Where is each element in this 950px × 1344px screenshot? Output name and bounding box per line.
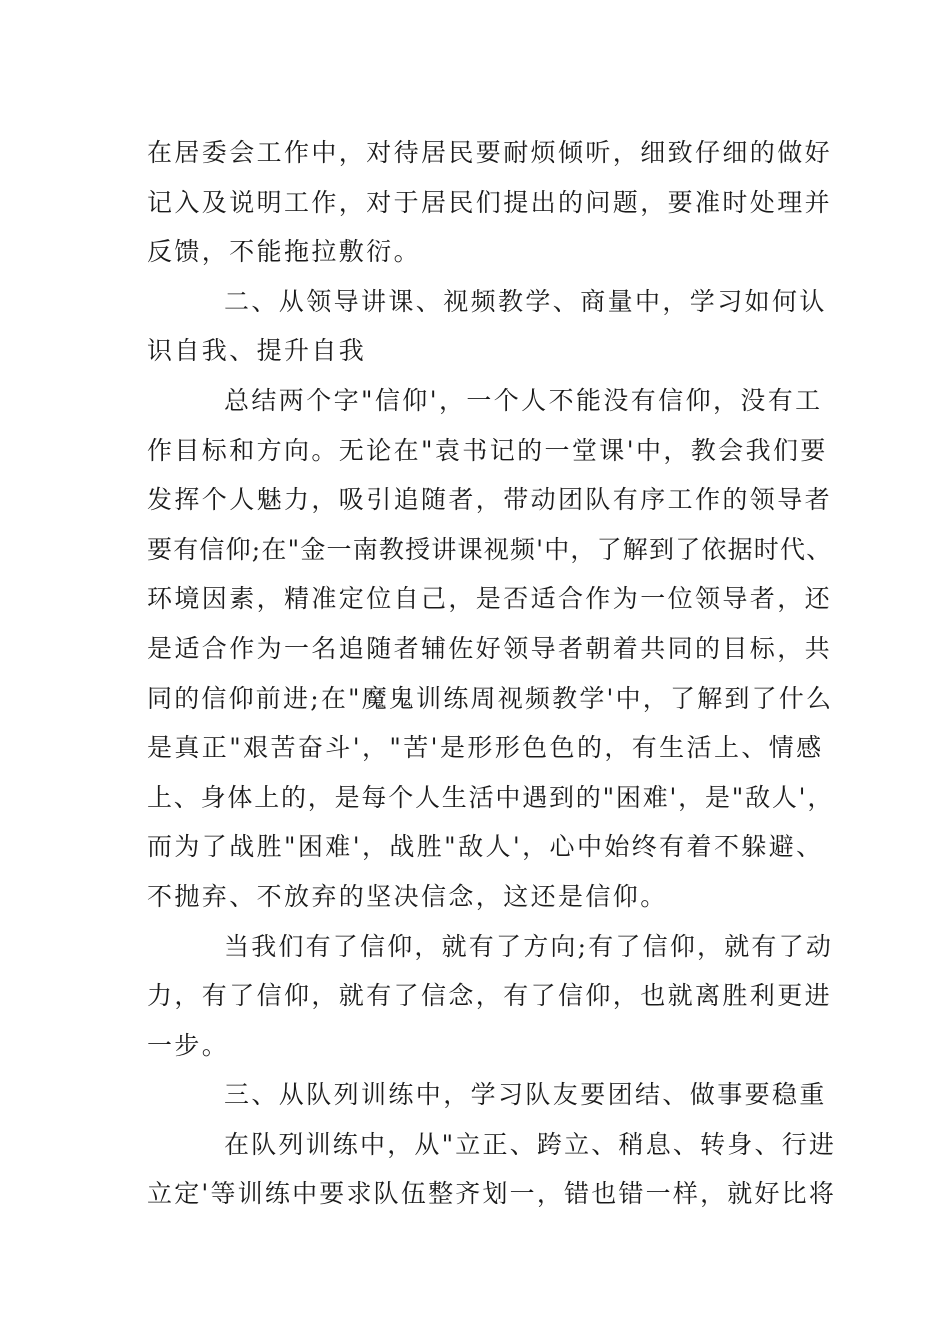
text-line: 记入及说明工作，对于居民们提出的问题，要准时处理并 — [147, 187, 833, 217]
text-line: 环境因素，精准定位自己，是否适合作为一位领导者，还 — [147, 584, 833, 614]
text-line: 在队列训练中，从"立正、跨立、稍息、转身、行进 — [224, 1129, 837, 1159]
text-line: 力，有了信仰，就有了信念，有了信仰，也就离胜利更进 — [147, 981, 833, 1011]
text-line: 当我们有了信仰，就有了方向;有了信仰，就有了动 — [224, 931, 834, 961]
text-line: 是适合作为一名追随者辅佐好领导者朝着共同的目标，共 — [147, 633, 833, 663]
text-line: 总结两个字"信仰'，一个人不能没有信仰，没有工 — [224, 385, 823, 415]
text-line: 反馈，不能拖拉敷衍。 — [147, 237, 422, 267]
text-line: 在居委会工作中，对待居民要耐烦倾听，细致仔细的做好 — [147, 138, 833, 167]
text-line: 是真正"艰苦奋斗'，"苦'是形形色色的，有生活上、情感 — [147, 733, 824, 763]
text-line: 同的信仰前进;在"魔鬼训练周视频教学'中，了解到了什么 — [147, 683, 834, 713]
text-line: 作目标和方向。无论在"袁书记的一堂课'中，教会我们要 — [147, 435, 828, 465]
section-heading-line: 识自我、提升自我 — [147, 336, 367, 366]
text-line: 要有信仰;在"金一南教授讲课视频'中，了解到了依据时代、 — [147, 534, 833, 564]
text-line: 不抛弃、不放弃的坚决信念，这还是信仰。 — [147, 881, 668, 911]
text-line: 立定'等训练中要求队伍整齐划一，错也错一样，就好比将 — [147, 1179, 837, 1209]
section-heading-line: 二、从领导讲课、视频教学、商量中，学习如何认 — [224, 286, 827, 316]
text-line: 而为了战胜"困难'，战胜"敌人'，心中始终有着不躲避、 — [147, 832, 824, 862]
text-line: 发挥个人魅力，吸引追随者，带动团队有序工作的领导者 — [147, 485, 833, 515]
text-line: 上、身体上的，是每个人生活中遇到的"困难'，是"敌人'， — [147, 782, 835, 812]
document-body — [147, 128, 837, 1219]
section-heading-line: 三、从队列训练中，学习队友要团结、做事要稳重 — [224, 1080, 827, 1110]
text-line: 一步。 — [147, 1030, 230, 1060]
